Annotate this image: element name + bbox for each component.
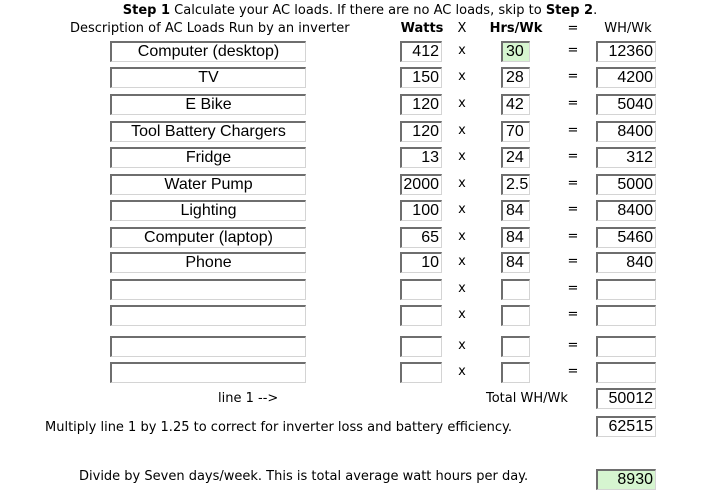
header-hrs-wk: Hrs/Wk bbox=[489, 21, 543, 36]
equals-sign: = bbox=[567, 176, 579, 191]
load-description-input[interactable]: Computer (laptop) bbox=[110, 227, 306, 248]
times-sign: x bbox=[458, 364, 466, 379]
watts-input[interactable] bbox=[400, 336, 442, 357]
times-sign: x bbox=[458, 338, 466, 353]
load-description-input[interactable]: Water Pump bbox=[110, 174, 306, 195]
equals-sign: = bbox=[567, 307, 579, 322]
load-description-input[interactable]: Computer (desktop) bbox=[110, 41, 306, 62]
times-sign: x bbox=[458, 229, 466, 244]
step-instructions: Calculate your AC loads. If there are no AC loads, skip to bbox=[170, 3, 546, 18]
times-sign: x bbox=[458, 69, 466, 84]
load-description-input[interactable]: E Bike bbox=[110, 94, 306, 115]
hours-per-week-input[interactable]: 30 bbox=[501, 41, 530, 62]
step-label: Step 1 bbox=[122, 3, 171, 18]
watts-input[interactable]: 13 bbox=[400, 147, 442, 168]
hours-per-week-input[interactable]: 28 bbox=[501, 67, 530, 88]
watts-input[interactable] bbox=[400, 279, 442, 300]
equals-sign: = bbox=[567, 149, 579, 164]
wh-per-week-output: 12360 bbox=[596, 41, 656, 62]
hours-per-week-input[interactable]: 70 bbox=[501, 121, 530, 142]
total-wh-output: 50012 bbox=[596, 388, 656, 409]
times-sign: x bbox=[458, 149, 466, 164]
wh-per-week-output: 5000 bbox=[596, 174, 656, 195]
hours-per-week-input[interactable]: 42 bbox=[501, 94, 530, 115]
wh-per-week-output: 8400 bbox=[596, 200, 656, 221]
header-equals: = bbox=[567, 21, 579, 36]
watts-input[interactable]: 120 bbox=[400, 94, 442, 115]
equals-sign: = bbox=[567, 229, 579, 244]
wh-per-week-output bbox=[596, 279, 656, 300]
wh-per-week-output: 5040 bbox=[596, 94, 656, 115]
equals-sign: = bbox=[567, 364, 579, 379]
wh-per-week-output: 5460 bbox=[596, 227, 656, 248]
step-2-link[interactable]: Step 2 bbox=[545, 3, 594, 18]
hours-per-week-input[interactable] bbox=[501, 305, 530, 326]
wh-per-week-output bbox=[596, 336, 656, 357]
header-watts: Watts bbox=[400, 21, 444, 36]
wh-per-week-output: 8400 bbox=[596, 121, 656, 142]
equals-sign: = bbox=[567, 43, 579, 58]
load-description-input[interactable] bbox=[110, 305, 306, 326]
watts-input[interactable] bbox=[400, 362, 442, 383]
watts-input[interactable]: 65 bbox=[400, 227, 442, 248]
step-heading bbox=[0, 3, 720, 18]
watts-input[interactable]: 150 bbox=[400, 67, 442, 88]
divide-instruction: Divide by Seven days/week. This is total average watt hours per day. bbox=[79, 469, 529, 484]
load-description-input[interactable]: Tool Battery Chargers bbox=[110, 121, 306, 142]
hours-per-week-input[interactable]: 84 bbox=[501, 227, 530, 248]
wh-per-week-output bbox=[596, 362, 656, 383]
watts-input[interactable] bbox=[400, 305, 442, 326]
load-description-input[interactable]: Fridge bbox=[110, 147, 306, 168]
adjusted-wh-output: 62515 bbox=[596, 416, 656, 437]
multiply-instruction: Multiply line 1 by 1.25 to correct for inverter loss and battery efficiency. bbox=[45, 420, 513, 435]
load-description-input[interactable] bbox=[110, 362, 306, 383]
load-description-input[interactable]: TV bbox=[110, 67, 306, 88]
watts-input[interactable]: 2000 bbox=[400, 174, 442, 195]
load-description-input[interactable]: Lighting bbox=[110, 200, 306, 221]
watts-input[interactable]: 412 bbox=[400, 41, 442, 62]
equals-sign: = bbox=[567, 202, 579, 217]
step-period: . bbox=[593, 3, 598, 18]
times-sign: x bbox=[458, 307, 466, 322]
equals-sign: = bbox=[567, 123, 579, 138]
daily-wh-output: 8930 bbox=[596, 469, 656, 490]
hours-per-week-input[interactable]: 2.5 bbox=[501, 174, 530, 195]
wh-per-week-output: 4200 bbox=[596, 67, 656, 88]
hours-per-week-input[interactable] bbox=[501, 362, 530, 383]
hours-per-week-input[interactable] bbox=[501, 336, 530, 357]
times-sign: x bbox=[458, 43, 466, 58]
hours-per-week-input[interactable]: 84 bbox=[501, 252, 530, 273]
wh-per-week-output: 840 bbox=[596, 252, 656, 273]
header-wh-wk: WH/Wk bbox=[604, 21, 652, 36]
hours-per-week-input[interactable]: 84 bbox=[501, 200, 530, 221]
times-sign: x bbox=[458, 281, 466, 296]
header-times: X bbox=[457, 21, 467, 36]
watts-input[interactable]: 120 bbox=[400, 121, 442, 142]
watts-input[interactable]: 100 bbox=[400, 200, 442, 221]
watts-input[interactable]: 10 bbox=[400, 252, 442, 273]
line1-label: line 1 --> bbox=[218, 391, 279, 406]
load-description-input[interactable]: Phone bbox=[110, 252, 306, 273]
equals-sign: = bbox=[567, 281, 579, 296]
wh-per-week-output: 312 bbox=[596, 147, 656, 168]
equals-sign: = bbox=[567, 338, 579, 353]
times-sign: x bbox=[458, 96, 466, 111]
equals-sign: = bbox=[567, 69, 579, 84]
load-description-input[interactable] bbox=[110, 279, 306, 300]
total-wh-label: Total WH/Wk bbox=[486, 391, 568, 406]
times-sign: x bbox=[458, 123, 466, 138]
times-sign: x bbox=[458, 254, 466, 269]
load-description-input[interactable] bbox=[110, 336, 306, 357]
hours-per-week-input[interactable] bbox=[501, 279, 530, 300]
times-sign: x bbox=[458, 202, 466, 217]
header-description: Description of AC Loads Run by an inverter bbox=[70, 21, 350, 36]
hours-per-week-input[interactable]: 24 bbox=[501, 147, 530, 168]
equals-sign: = bbox=[567, 254, 579, 269]
times-sign: x bbox=[458, 176, 466, 191]
wh-per-week-output bbox=[596, 305, 656, 326]
equals-sign: = bbox=[567, 96, 579, 111]
